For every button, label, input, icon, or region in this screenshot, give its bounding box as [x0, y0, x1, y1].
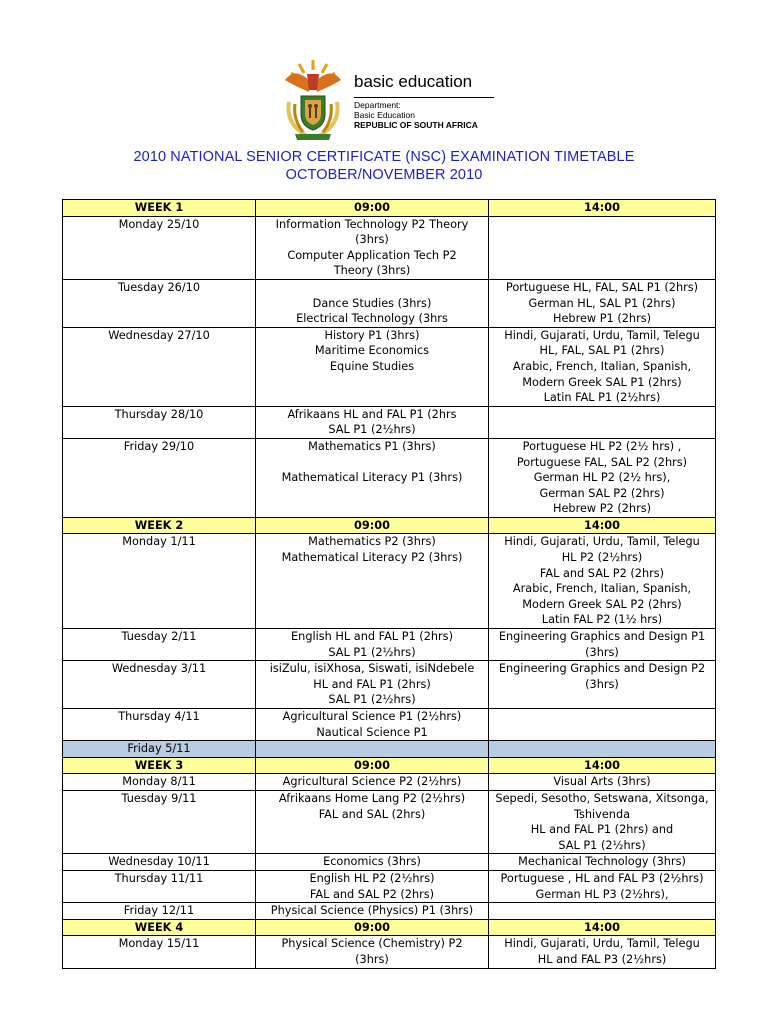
morning-session-cell	[256, 774, 489, 791]
cell-text-line: Physical Science (Physics) P1 (3hrs)	[270, 904, 474, 918]
morning-session-cell	[256, 406, 489, 438]
cell-text-line: Computer Application Tech P2	[287, 248, 457, 262]
cell-text-line: Mathematics P1 (3hrs)	[308, 439, 436, 453]
morning-session-cell	[256, 327, 489, 406]
morning-session-cell	[256, 279, 489, 327]
morning-time-header	[256, 517, 489, 534]
cell-text-line: 09:00	[354, 920, 390, 934]
afternoon-session-cell	[489, 327, 716, 406]
date-cell	[63, 629, 256, 661]
cell-text-line: Monday 1/11	[122, 535, 196, 549]
date-cell	[63, 406, 256, 438]
afternoon-session-cell	[489, 741, 716, 758]
cell-text-line: WEEK 4	[134, 920, 184, 934]
date-cell	[63, 790, 256, 853]
morning-session-cell	[256, 534, 489, 629]
morning-time-header	[256, 919, 489, 936]
cell-text-line: Portuguese , HL and FAL P3 (2½hrs)	[500, 871, 704, 885]
cell-text-line: Wednesday 27/10	[108, 328, 210, 342]
morning-session-cell	[256, 936, 489, 968]
afternoon-session-cell	[489, 854, 716, 871]
date-cell	[63, 327, 256, 406]
morning-session-cell	[256, 216, 489, 279]
morning-session-cell	[256, 661, 489, 709]
date-cell	[63, 438, 256, 517]
empty-cell-line	[257, 741, 487, 757]
week-header-row	[63, 517, 716, 534]
cell-text-line: History P1 (3hrs)	[324, 328, 420, 342]
cell-text-line: Sepedi, Sesotho, Setswana, Xitsonga,	[495, 791, 709, 805]
cell-text-line: Hebrew P1 (2hrs)	[552, 312, 652, 326]
cell-text-line: Agricultural Science P2 (2½hrs)	[282, 775, 462, 789]
table-row	[63, 438, 716, 517]
afternoon-session-cell	[489, 438, 716, 517]
date-cell	[63, 534, 256, 629]
cell-text-line: HL and FAL P1 (2hrs) and	[530, 823, 674, 837]
cell-text-line: Tuesday 2/11	[121, 630, 197, 644]
cell-text-line: English HL and FAL P1 (2hrs)	[291, 630, 453, 644]
cell-text-line: Maritime Economics	[314, 344, 430, 358]
brand-department-label: Department:	[354, 100, 401, 110]
afternoon-session-cell	[489, 279, 716, 327]
table-row	[63, 709, 716, 741]
cell-text-line: Hindi, Gujarati, Urdu, Tamil, Telegu	[504, 535, 700, 549]
cell-text-line: Hindi, Gujarati, Urdu, Tamil, Telegu	[504, 937, 700, 951]
table-row	[63, 327, 716, 406]
cell-text-line: SAL P1 (2½hrs)	[328, 693, 416, 707]
empty-cell-line	[490, 407, 714, 423]
table-row	[63, 216, 716, 279]
cell-text-line: Thursday 4/11	[118, 710, 200, 723]
brand-department-name: Basic Education	[354, 110, 415, 120]
morning-session-cell	[256, 438, 489, 517]
cell-text-line: Modern Greek SAL P1 (2hrs)	[522, 375, 682, 389]
cell-text-line: HL and FAL P3 (2½hrs)	[537, 952, 667, 966]
empty-cell-line	[490, 709, 714, 725]
afternoon-time-header	[489, 200, 716, 217]
cell-text-line: 14:00	[584, 201, 620, 214]
table-row	[63, 854, 716, 871]
table-row	[63, 790, 716, 853]
morning-time-header	[256, 200, 489, 217]
cell-text-line: Arabic, French, Italian, Spanish,	[512, 359, 692, 373]
page-title: 2010 NATIONAL SENIOR CERTIFICATE (NSC) EXAMINATION TIMETABLE	[133, 149, 635, 165]
cell-text-line: German SAL P2 (2hrs)	[539, 486, 665, 500]
afternoon-session-cell	[489, 870, 716, 902]
cell-text-line: Engineering Graphics and Design P2	[498, 662, 706, 676]
cell-text-line: Physical Science (Chemistry) P2	[281, 937, 463, 951]
afternoon-session-cell	[489, 774, 716, 791]
cell-text-line: German HL P3 (2½hrs),	[535, 887, 669, 901]
week-header-row	[63, 757, 716, 774]
cell-text-line: 14:00	[584, 920, 620, 934]
cell-text-line: Monday 8/11	[122, 775, 196, 789]
cell-text-line: Tuesday 26/10	[117, 280, 201, 294]
date-cell	[63, 774, 256, 791]
cell-text-line: Thursday 11/11	[114, 871, 204, 885]
brand-divider	[354, 97, 494, 98]
table-row	[63, 661, 716, 709]
cell-text-line: 09:00	[354, 758, 390, 772]
date-cell	[63, 936, 256, 968]
week-header-row	[63, 919, 716, 936]
date-cell	[63, 661, 256, 709]
cell-text-line: (3hrs)	[585, 677, 619, 691]
cell-text-line: Tshivenda	[573, 807, 631, 821]
date-cell	[63, 854, 256, 871]
cell-text-line: Monday 25/10	[118, 217, 200, 231]
table-row	[63, 903, 716, 920]
table-row	[63, 406, 716, 438]
cell-text-line: Latin FAL P2 (1½ hrs)	[541, 613, 663, 627]
brand-title: basic education	[354, 72, 473, 91]
week-label	[63, 919, 256, 936]
afternoon-time-header	[489, 919, 716, 936]
cell-text-line	[257, 455, 487, 471]
cell-text-line: WEEK 1	[134, 201, 184, 214]
cell-text-line: FAL and SAL (2hrs)	[318, 807, 426, 821]
date-cell	[63, 903, 256, 920]
afternoon-session-cell	[489, 216, 716, 279]
cell-text-line: Mechanical Technology (3hrs)	[518, 855, 686, 869]
cell-text-line: Portuguese HL P2 (2½ hrs) ,	[522, 439, 682, 453]
cell-text-line: Hindi, Gujarati, Urdu, Tamil, Telegu	[504, 328, 700, 342]
cell-text-line: Engineering Graphics and Design P1	[498, 630, 706, 644]
cell-text-line: SAL P1 (2½hrs)	[558, 838, 646, 852]
table-row	[63, 936, 716, 968]
cell-text-line: Tuesday 9/11	[121, 791, 197, 805]
cell-text-line: Theory (3hrs)	[333, 264, 411, 278]
cell-text-line: (3hrs)	[355, 233, 389, 247]
cell-text-line: 09:00	[354, 201, 390, 214]
cell-text-line: FAL and SAL P2 (2hrs)	[539, 566, 665, 580]
cell-text-line: HL, FAL, SAL P1 (2hrs)	[539, 344, 665, 358]
date-cell	[63, 870, 256, 902]
brand-country: REPUBLIC OF SOUTH AFRICA	[354, 120, 478, 130]
cell-text-line: Friday 5/11	[127, 742, 191, 756]
afternoon-time-header	[489, 517, 716, 534]
cell-text-line: Afrikaans Home Lang P2 (2½hrs)	[278, 791, 466, 805]
timetable	[62, 199, 716, 969]
cell-text-line: HL and FAL P1 (2hrs)	[313, 677, 431, 691]
cell-text-line: SAL P1 (2½hrs)	[328, 423, 416, 437]
morning-session-cell	[256, 903, 489, 920]
cell-text-line: Visual Arts (3hrs)	[553, 775, 651, 789]
cell-text-line: Portuguese HL, FAL, SAL P1 (2hrs)	[505, 280, 699, 294]
afternoon-time-header	[489, 757, 716, 774]
cell-text-line: Mathematics P2 (3hrs)	[308, 535, 436, 549]
page-subtitle: OCTOBER/NOVEMBER 2010	[285, 167, 483, 183]
cell-text-line: Electrical Technology (3hrs	[296, 312, 448, 326]
table-row	[63, 534, 716, 629]
date-cell	[63, 741, 256, 758]
cell-text-line: Economics (3hrs)	[323, 855, 421, 869]
department-logo	[281, 56, 501, 142]
cell-text-line: Hebrew P2 (2hrs)	[552, 502, 652, 516]
cell-text-line: Latin FAL P1 (2½hrs)	[543, 391, 661, 405]
cell-text-line: FAL and SAL P2 (2hrs)	[309, 887, 435, 901]
cell-text-line: German HL, SAL P1 (2hrs)	[528, 296, 676, 310]
empty-cell-line	[490, 741, 714, 757]
cell-text-line: Mathematical Literacy P2 (3hrs)	[281, 551, 463, 565]
afternoon-session-cell	[489, 629, 716, 661]
afternoon-session-cell	[489, 936, 716, 968]
morning-session-cell	[256, 790, 489, 853]
week-header-row	[63, 200, 716, 217]
cell-text-line: Nautical Science P1	[316, 725, 428, 739]
date-cell	[63, 216, 256, 279]
table-row	[63, 279, 716, 327]
cell-text-line: English HL P2 (2½hrs)	[309, 871, 435, 885]
table-row	[63, 774, 716, 791]
cell-text-line: Friday 29/10	[123, 439, 195, 453]
week-label	[63, 200, 256, 217]
cell-text-line: 09:00	[354, 518, 390, 532]
afternoon-session-cell	[489, 406, 716, 438]
cell-text-line: HL P2 (2½hrs)	[561, 551, 643, 565]
cell-text-line: (3hrs)	[585, 645, 619, 659]
date-cell	[63, 709, 256, 741]
cell-text-line: WEEK 3	[134, 758, 184, 772]
coat-of-arms-icon	[281, 56, 345, 142]
morning-session-cell	[256, 709, 489, 741]
cell-text-line	[257, 280, 487, 296]
morning-session-cell	[256, 870, 489, 902]
cell-text-line: Arabic, French, Italian, Spanish,	[512, 582, 692, 596]
cell-text-line: Modern Greek SAL P2 (2hrs)	[522, 597, 682, 611]
cell-text-line: WEEK 2	[134, 518, 184, 532]
week-label	[63, 757, 256, 774]
cell-text-line: Monday 15/11	[118, 937, 200, 951]
afternoon-session-cell	[489, 709, 716, 741]
cell-text-line: 14:00	[584, 518, 620, 532]
cell-text-line: Equine Studies	[329, 359, 415, 373]
cell-text-line: Thursday 28/10	[114, 407, 204, 421]
cell-text-line: SAL P1 (2½hrs)	[328, 645, 416, 659]
empty-cell-line	[490, 217, 714, 233]
table-row	[63, 629, 716, 661]
cell-text-line: Mathematical Literacy P1 (3hrs)	[281, 471, 463, 485]
public-holiday-row	[63, 741, 716, 758]
afternoon-session-cell	[489, 534, 716, 629]
date-cell	[63, 279, 256, 327]
cell-text-line: isiZulu, isiXhosa, Siswati, isiNdebele	[269, 662, 475, 676]
morning-session-cell	[256, 854, 489, 871]
cell-text-line: 14:00	[584, 758, 620, 772]
cell-text-line: (3hrs)	[355, 952, 389, 966]
afternoon-session-cell	[489, 661, 716, 709]
cell-text-line: German HL P2 (2½ hrs),	[533, 471, 671, 485]
morning-session-cell	[256, 741, 489, 758]
cell-text-line: Information Technology P2 Theory	[275, 217, 469, 231]
cell-text-line: Agricultural Science P1 (2½hrs)	[282, 710, 462, 723]
morning-time-header	[256, 757, 489, 774]
cell-text-line: Wednesday 10/11	[108, 855, 210, 869]
cell-text-line: Dance Studies (3hrs)	[312, 296, 432, 310]
table-row	[63, 870, 716, 902]
empty-cell-line	[490, 903, 714, 919]
cell-text-line: Afrikaans HL and FAL P1 (2hrs	[287, 407, 457, 421]
afternoon-session-cell	[489, 903, 716, 920]
cell-text-line: Wednesday 3/11	[111, 662, 207, 676]
cell-text-line: Portuguese FAL, SAL P2 (2hrs)	[516, 455, 688, 469]
cell-text-line: Friday 12/11	[123, 904, 195, 918]
afternoon-session-cell	[489, 790, 716, 853]
morning-session-cell	[256, 629, 489, 661]
week-label	[63, 517, 256, 534]
